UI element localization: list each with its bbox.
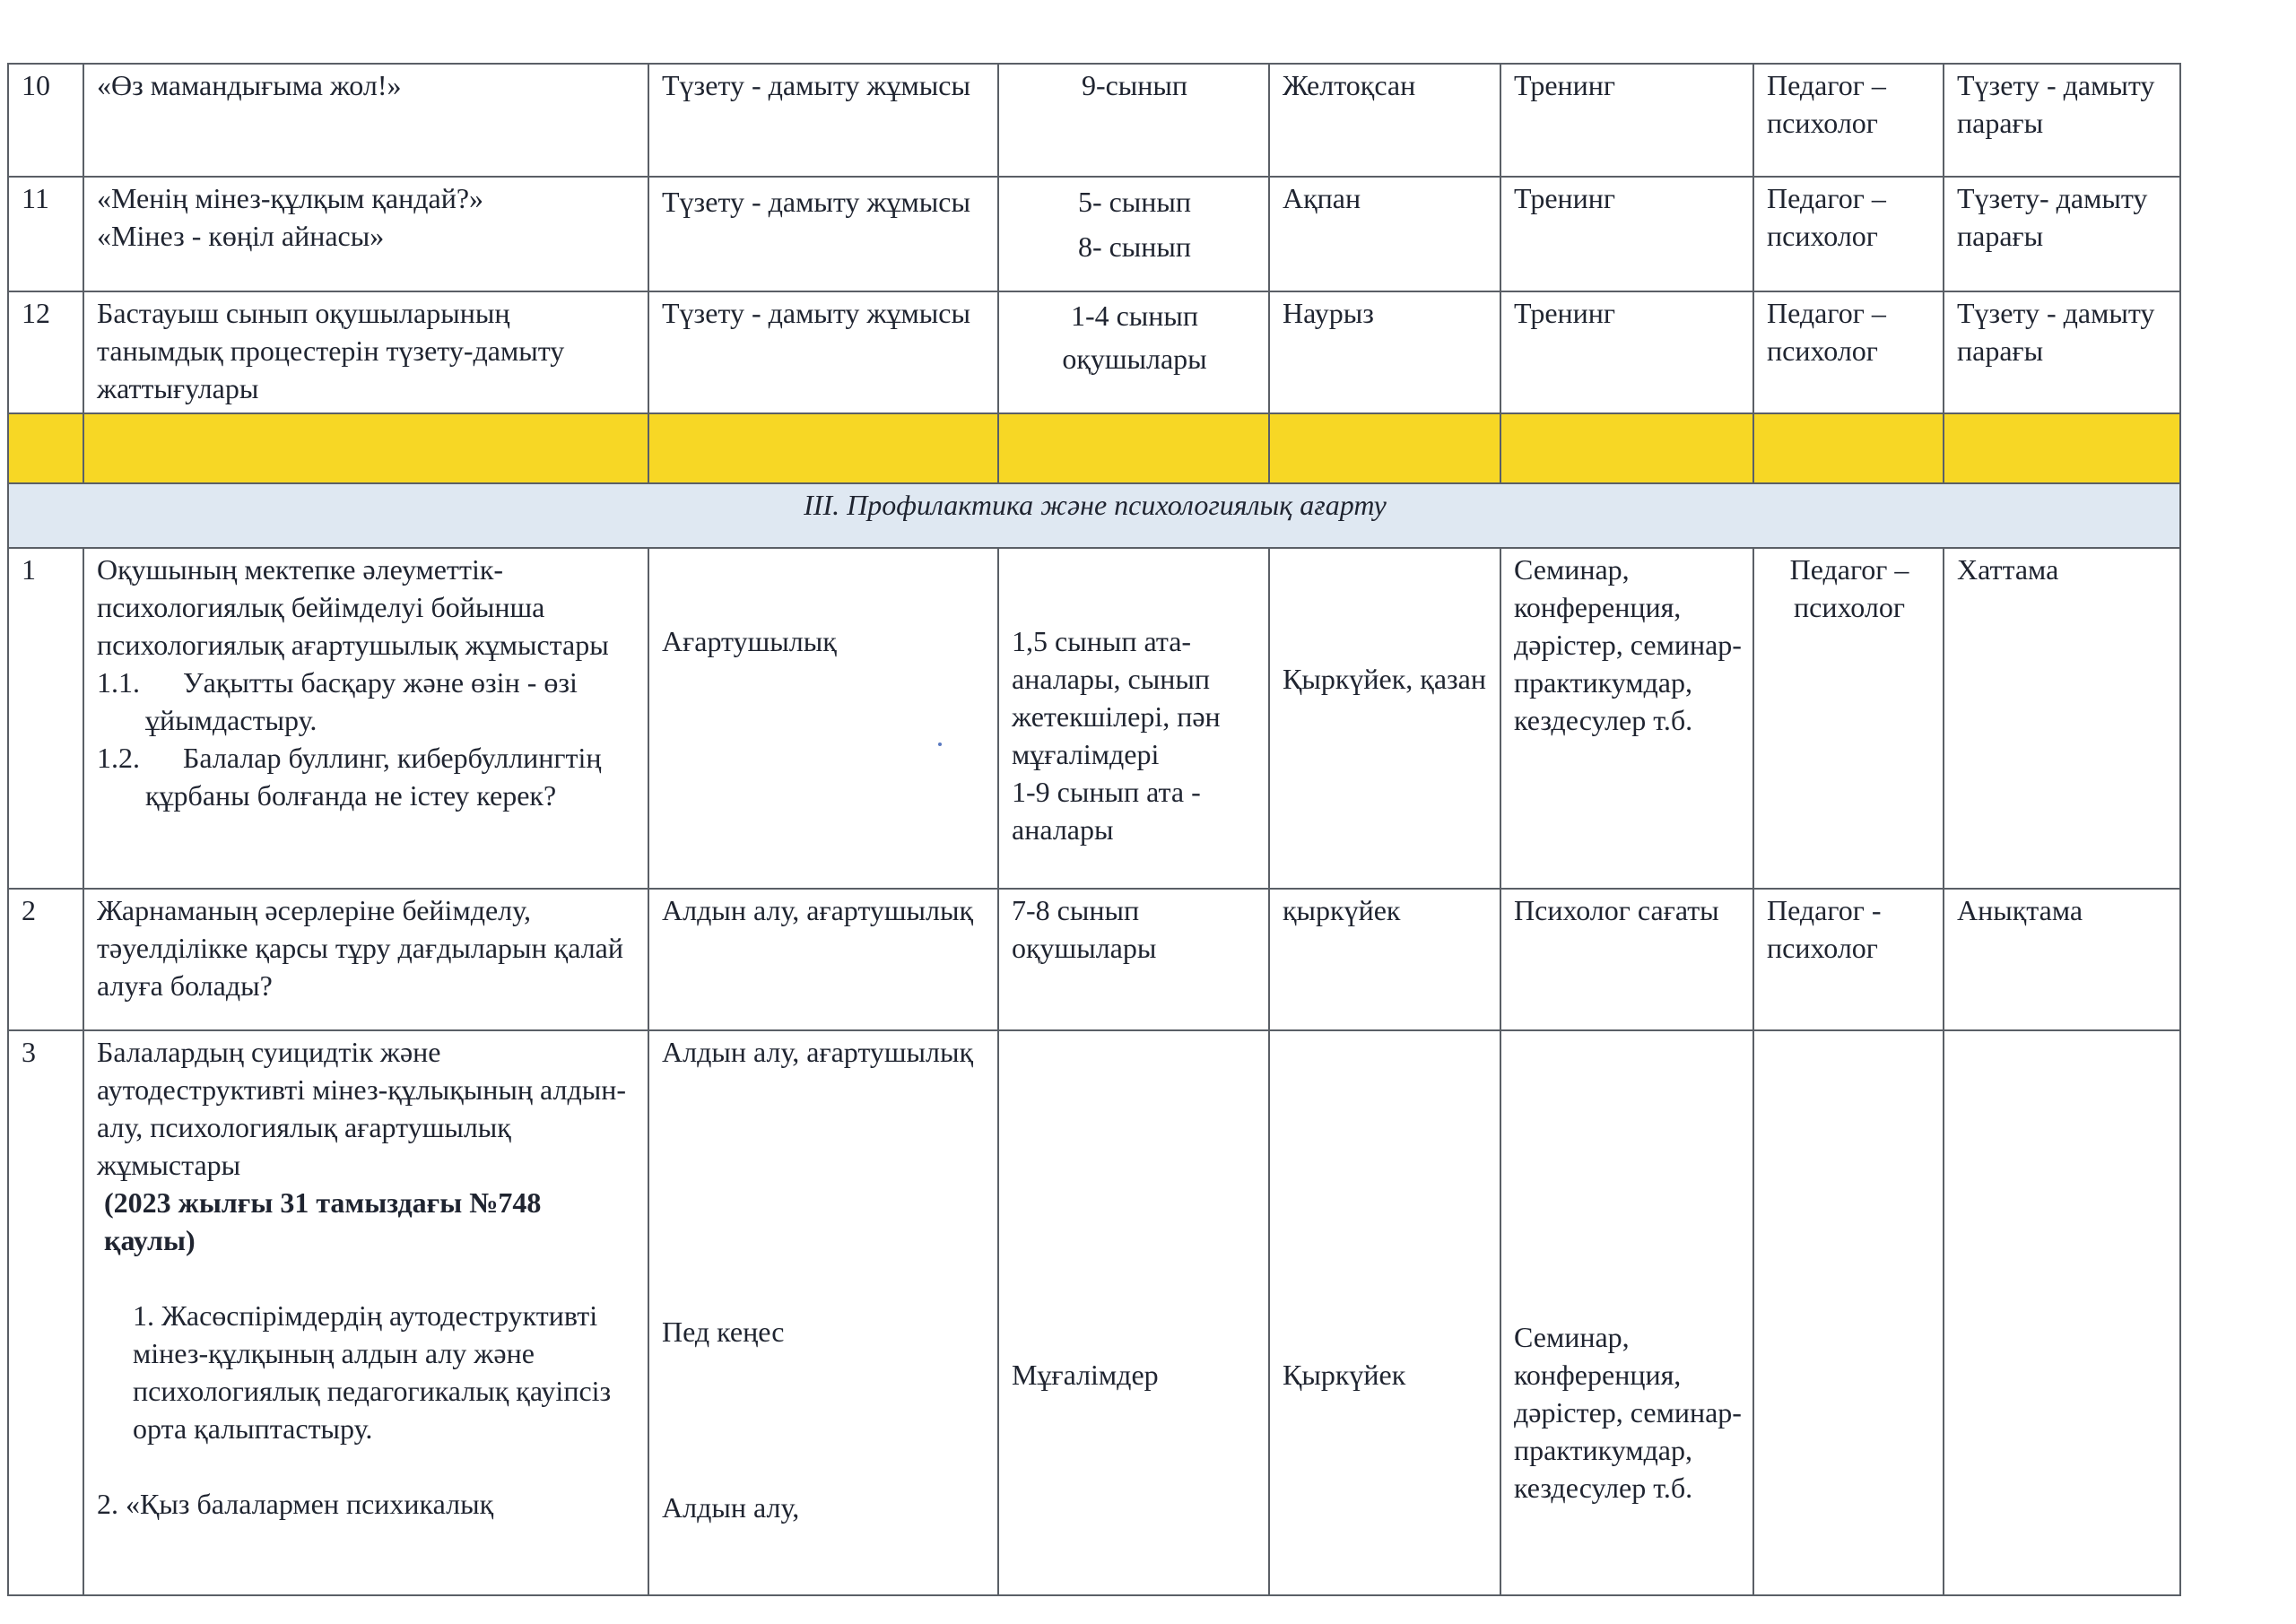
work-type: Ағартушылық [648, 548, 998, 889]
form: Тренинг [1500, 64, 1753, 177]
list-item: 1. Жасөспірімдердің аутодеструктивті мінез-құлқының алдын алу және психологиялық педагогикалық қауіпсіз орта қалыптастыру. [133, 1299, 612, 1445]
audience-line: 1-9 сынып ата - аналары [1012, 776, 1201, 846]
event-title [83, 1030, 648, 1595]
result-doc [1944, 1030, 2180, 1595]
event-title: Жарнаманың әсерлеріне бейімделу, тәуелділікке қарсы тұру дағдыларын қалай алуға болады? [83, 889, 648, 1030]
event-title: «Өз мамандығыма жол!» [83, 64, 648, 177]
form: Семинар, конференция, дәрістер, семинар-практикумдар, кездесулер т.б. [1500, 548, 1753, 889]
decree-reference: (2023 жылғы 31 тамыздағы №748 қаулы) [104, 1186, 542, 1256]
form: Психолог сағаты [1500, 889, 1753, 1030]
result-doc: Түзету - дамыту парағы [1944, 64, 2180, 177]
work-type-line: Алдын алу, ағартушылық [662, 1036, 974, 1068]
list-item-number: 1.1. [97, 666, 140, 699]
responsible: Педагог - психолог [1753, 889, 1944, 1030]
audience-line: 8- сынып [1077, 230, 1192, 263]
row-number: 10 [8, 64, 83, 177]
table-row [8, 548, 2180, 889]
audience-line: 5- сынып [1077, 186, 1192, 218]
result-doc: Анықтама [1944, 889, 2180, 1030]
audience: 7-8 сынып оқушылары [998, 889, 1269, 1030]
month: Қыркүйек [1269, 1030, 1500, 1595]
audience: 1-4 сынып оқушылары [998, 291, 1269, 413]
section-title: ІІІ. Профилактика және психологиялық ағарту [8, 483, 2180, 548]
list-item-number: 1.2. [97, 742, 140, 774]
table-row [8, 1030, 2180, 1595]
highlight-row [8, 413, 2180, 483]
month: Қыркүйек, қазан [1269, 548, 1500, 889]
plan-table [7, 63, 2181, 1596]
scan-dot [938, 743, 942, 746]
row-number: 2 [8, 889, 83, 1030]
form: Семинар, конференция, дәрістер, семинар-практикумдар, кездесулер т.б. [1500, 1030, 1753, 1595]
result-doc: Түзету - дамыту парағы [1944, 291, 2180, 413]
row-number: 3 [8, 1030, 83, 1595]
event-title [83, 177, 648, 291]
month: қыркүйек [1269, 889, 1500, 1030]
row-number: 11 [8, 177, 83, 291]
work-type-line: Пед кеңес [662, 1316, 785, 1348]
month: Наурыз [1269, 291, 1500, 413]
form: Тренинг [1500, 177, 1753, 291]
form: Тренинг [1500, 291, 1753, 413]
month: Ақпан [1269, 177, 1500, 291]
list-item [97, 739, 637, 814]
row-number: 12 [8, 291, 83, 413]
audience [998, 177, 1269, 291]
list-item: 2. «Қыз балалармен психикалық [97, 1488, 494, 1520]
responsible: Педагог – психолог [1753, 64, 1944, 177]
event-title-line: «Мінез - көңіл айнасы» [97, 220, 385, 252]
work-type: Түзету - дамыту жұмысы [648, 177, 998, 291]
result-doc: Түзету- дамыту парағы [1944, 177, 2180, 291]
event-title [83, 548, 648, 889]
list-item-text: Балалар буллинг, кибербуллингтің құрбаны болғанда не істеу керек? [145, 742, 602, 812]
row-number: 1 [8, 548, 83, 889]
list-item-text: Уақытты басқару және өзін - өзі ұйымдастыру. [145, 666, 578, 736]
table-row [8, 291, 2180, 413]
audience: Мұғалімдер [998, 1030, 1269, 1595]
table-row [8, 177, 2180, 291]
section-header-row [8, 483, 2180, 548]
month: Желтоқсан [1269, 64, 1500, 177]
responsible: Педагог – психолог [1753, 548, 1944, 889]
audience: 9-сынып [998, 64, 1269, 177]
work-type: Түзету - дамыту жұмысы [648, 64, 998, 177]
work-type-line: Алдын алу, [662, 1491, 800, 1524]
event-title-main: Балалардың суицидтік және аутодеструктивті мінез-құлықының алдын-алу, психологиялық ағартушылық жұмыстары [97, 1036, 627, 1181]
responsible: Педагог – психолог [1753, 291, 1944, 413]
work-type: Алдын алу, ағартушылық [648, 889, 998, 1030]
event-title-line: «Менің мінез-құлқым қандай?» [97, 182, 484, 214]
event-title: Бастауыш сынып оқушыларының танымдық процестерін түзету-дамыту жаттығулары [83, 291, 648, 413]
event-title-main: Оқушының мектепке әлеуметтік-психологиялық бейімделуі бойынша психологиялық ағартушылық жұмыстары [97, 553, 609, 661]
responsible [1753, 1030, 1944, 1595]
list-item [97, 664, 637, 739]
responsible: Педагог – психолог [1753, 177, 1944, 291]
work-type: Түзету - дамыту жұмысы [648, 291, 998, 413]
work-type [648, 1030, 998, 1595]
audience [998, 548, 1269, 889]
table-row [8, 889, 2180, 1030]
audience-line: 1,5 сынып ата-аналары, сынып жетекшілері, пән мұғалімдері [1012, 625, 1221, 770]
table-row [8, 64, 2180, 177]
result-doc: Хаттама [1944, 548, 2180, 889]
